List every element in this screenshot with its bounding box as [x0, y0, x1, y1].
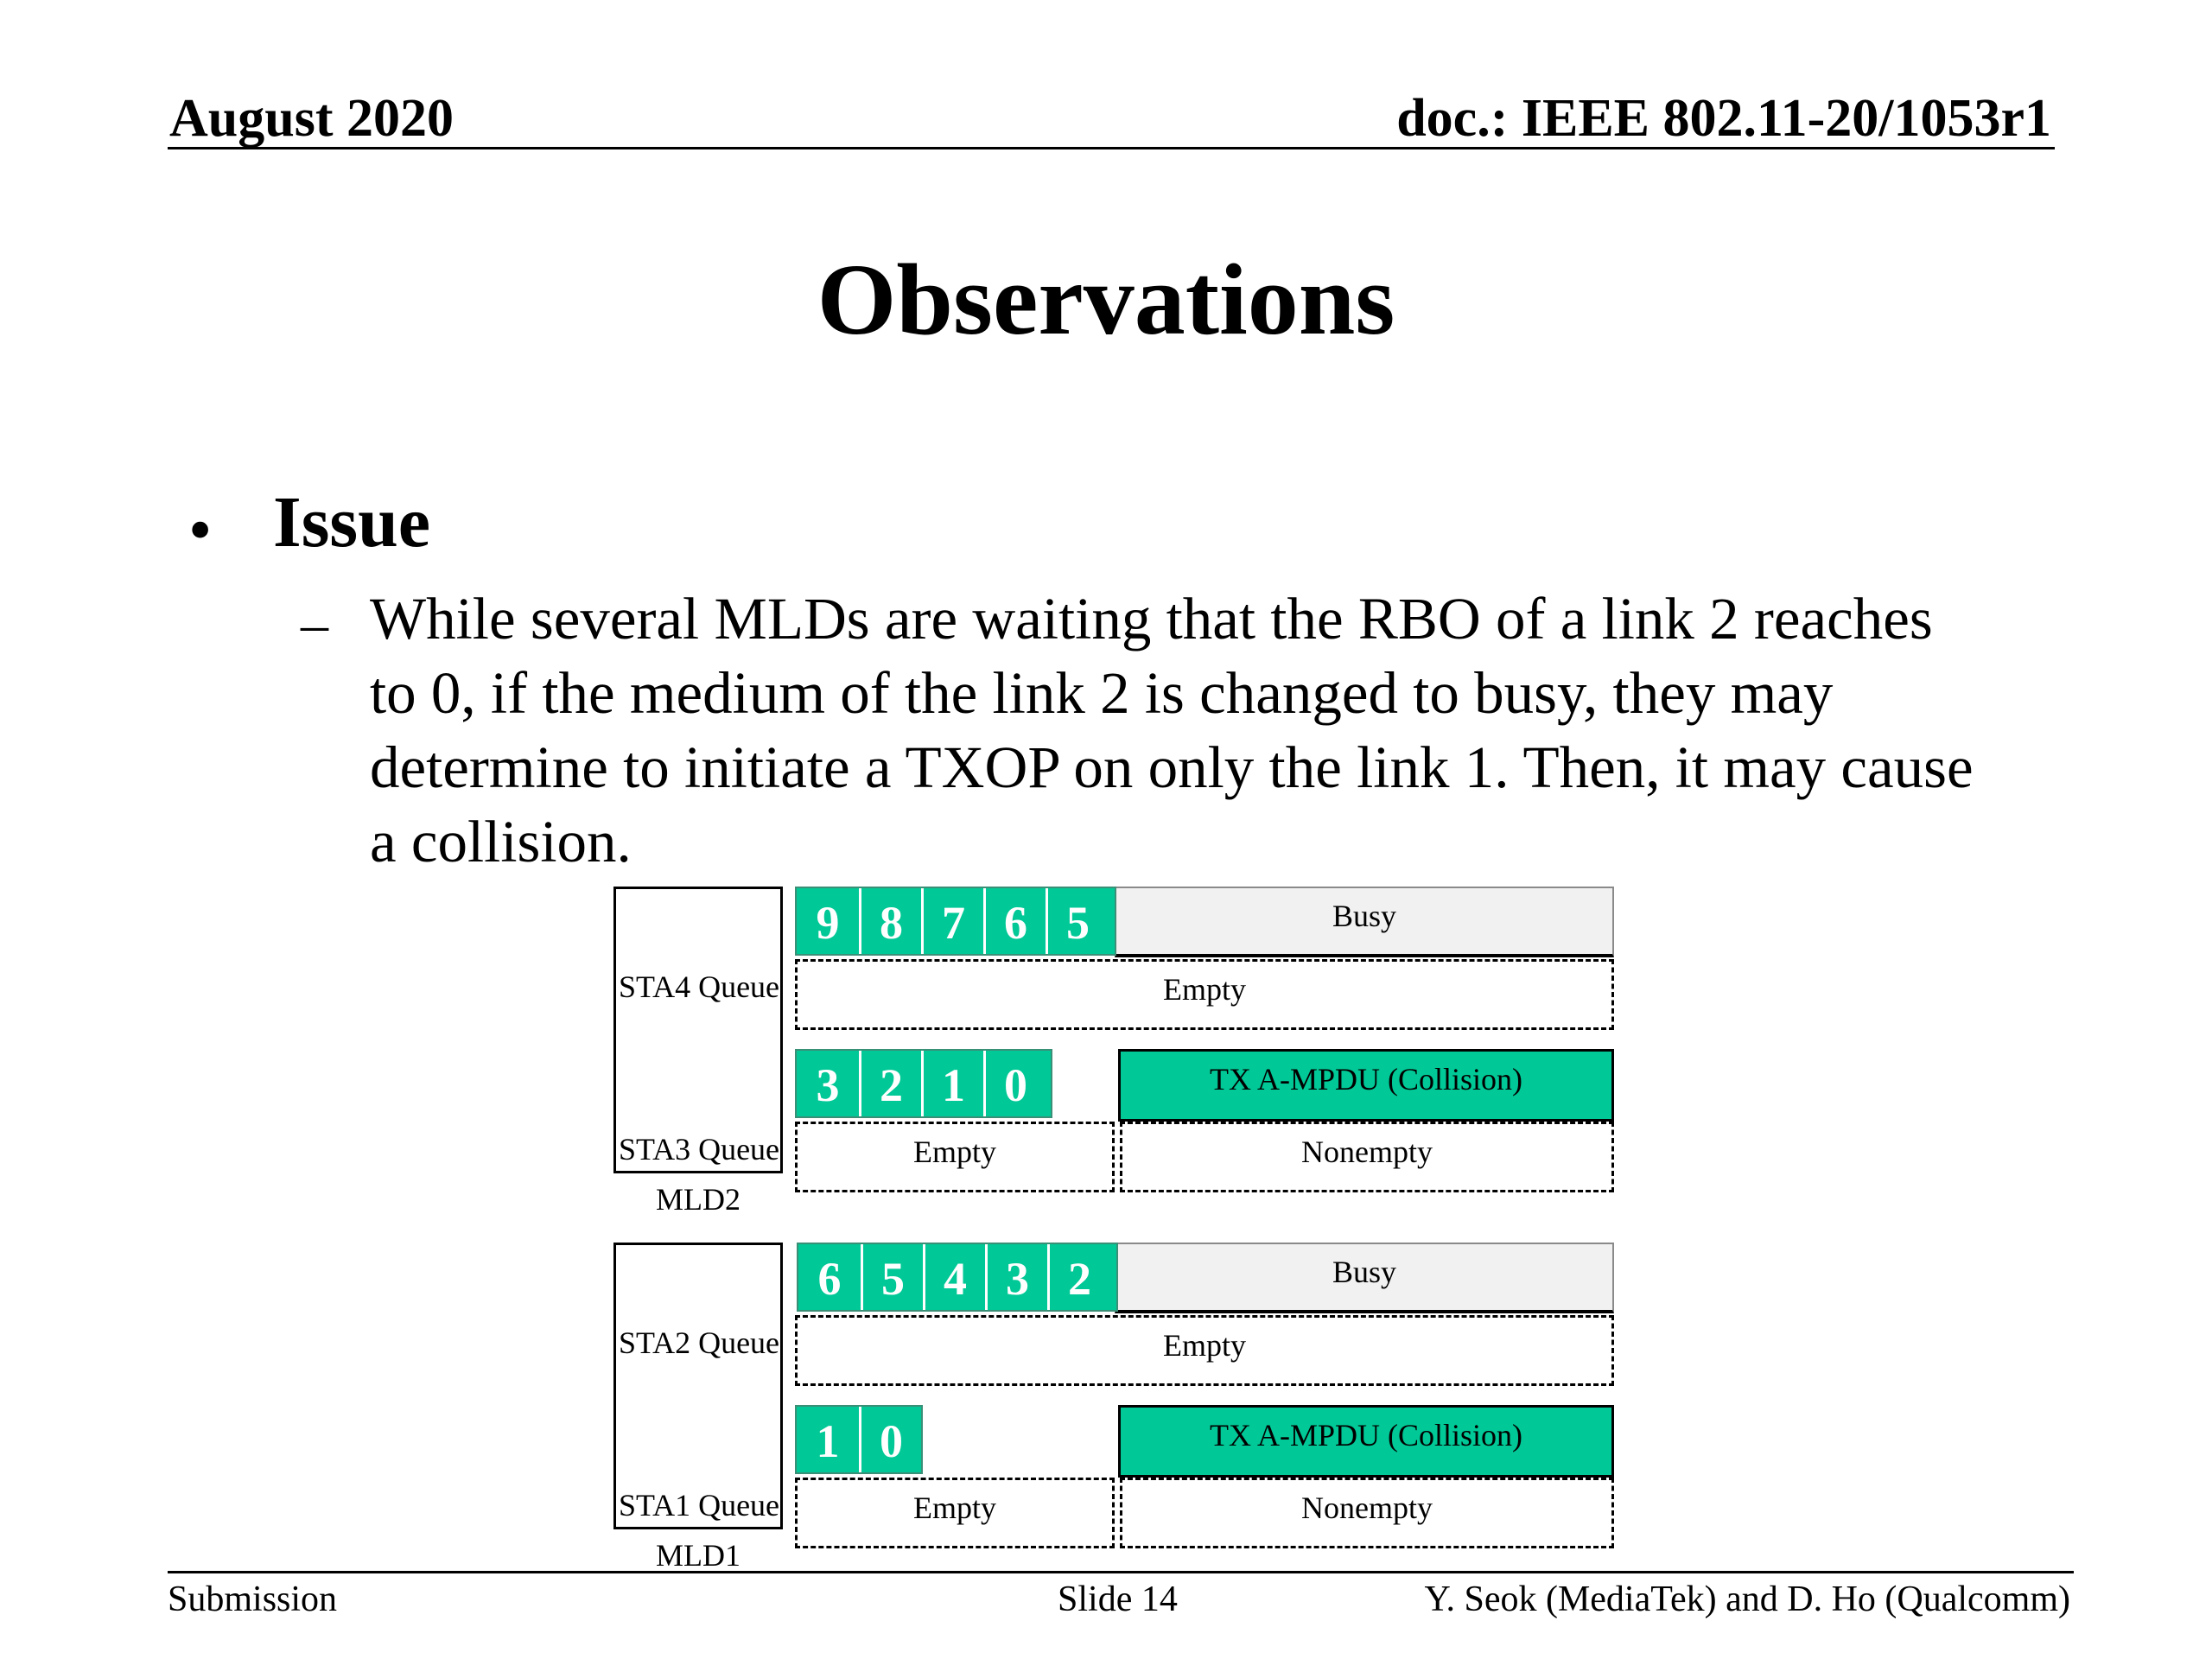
body-line-4: a collision.	[370, 809, 632, 874]
backoff-slot: 5	[1046, 888, 1108, 956]
sta1-tx-ampdu	[1118, 1405, 1614, 1478]
sta1-backoff-counter	[795, 1405, 923, 1474]
sta4-backoff-counter	[795, 887, 1116, 956]
sta2-backoff-counter	[797, 1243, 1118, 1312]
nonempty-label: Nonempty	[1301, 1135, 1433, 1169]
backoff-slot: 2	[859, 1051, 921, 1118]
backoff-slot: 1	[797, 1407, 859, 1474]
sta4-queue-label: STA4 Queue	[618, 969, 780, 1004]
backoff-slot: 3	[985, 1244, 1047, 1312]
sta3-tx-ampdu	[1118, 1049, 1614, 1122]
header-doc-id: doc.: IEEE 802.11-20/1053r1	[1396, 89, 2051, 148]
sta2-busy-bar	[1115, 1243, 1614, 1313]
tx-ampdu-label: TX A-MPDU (Collision)	[1209, 1062, 1523, 1096]
bullet-marker: •	[188, 492, 213, 567]
sub-bullet-dash: –	[301, 593, 328, 654]
busy-label: Busy	[1332, 1255, 1397, 1289]
slide-title: Observations	[817, 243, 1395, 356]
sta4-busy-bar	[1115, 887, 1614, 957]
sta2-queue-empty	[795, 1315, 1614, 1386]
backoff-slot: 5	[861, 1244, 923, 1312]
sta1-queue-nonempty	[1120, 1478, 1614, 1548]
backoff-slot: 3	[797, 1051, 859, 1118]
sta4-queue-empty	[795, 959, 1614, 1030]
sta3-queue-empty	[795, 1122, 1115, 1192]
backoff-slot: 9	[797, 888, 859, 956]
tx-ampdu-label: TX A-MPDU (Collision)	[1209, 1418, 1523, 1452]
body-line-2: to 0, if the medium of the link 2 is changed to busy, they may	[370, 660, 1834, 726]
mld2-label: MLD2	[656, 1182, 741, 1217]
sta3-backoff-counter	[795, 1049, 1052, 1118]
footer-authors: Y. Seok (MediaTek) and D. Ho (Qualcomm)	[1424, 1580, 2070, 1619]
header-date: August 2020	[169, 89, 454, 148]
sta3-queue-nonempty	[1120, 1122, 1614, 1192]
bullet-heading: Issue	[273, 482, 431, 563]
empty-label: Empty	[1163, 1328, 1246, 1363]
body-line-3: determine to initiate a TXOP on only the link 1. Then, it may cause	[370, 734, 1974, 800]
mld1-label: MLD1	[656, 1538, 741, 1573]
footer-submission: Submission	[168, 1580, 338, 1619]
footer-rule	[168, 1571, 2074, 1573]
mld2-box	[613, 887, 783, 1173]
backoff-slot: 6	[798, 1244, 861, 1312]
backoff-slot: 0	[983, 1051, 1046, 1118]
backoff-slot: 8	[859, 888, 921, 956]
backoff-slot: 1	[921, 1051, 983, 1118]
sta1-queue-empty	[795, 1478, 1115, 1548]
nonempty-label: Nonempty	[1301, 1491, 1433, 1525]
backoff-slot: 6	[983, 888, 1046, 956]
backoff-slot: 7	[921, 888, 983, 956]
empty-label: Empty	[913, 1491, 996, 1525]
backoff-slot: 0	[859, 1407, 921, 1474]
footer-slide-number: Slide 14	[1058, 1580, 1178, 1619]
empty-label: Empty	[913, 1135, 996, 1169]
sta1-queue-label: STA1 Queue	[618, 1488, 780, 1522]
sta3-queue-label: STA3 Queue	[618, 1132, 780, 1166]
empty-label: Empty	[1163, 972, 1246, 1007]
backoff-slot: 4	[923, 1244, 985, 1312]
header-rule	[168, 147, 2055, 149]
backoff-slot: 2	[1047, 1244, 1109, 1312]
mld1-box	[613, 1243, 783, 1529]
sta2-queue-label: STA2 Queue	[618, 1325, 780, 1360]
body-line-1: While several MLDs are waiting that the RBO of a link 2 reaches	[370, 586, 1933, 652]
busy-label: Busy	[1332, 899, 1397, 933]
